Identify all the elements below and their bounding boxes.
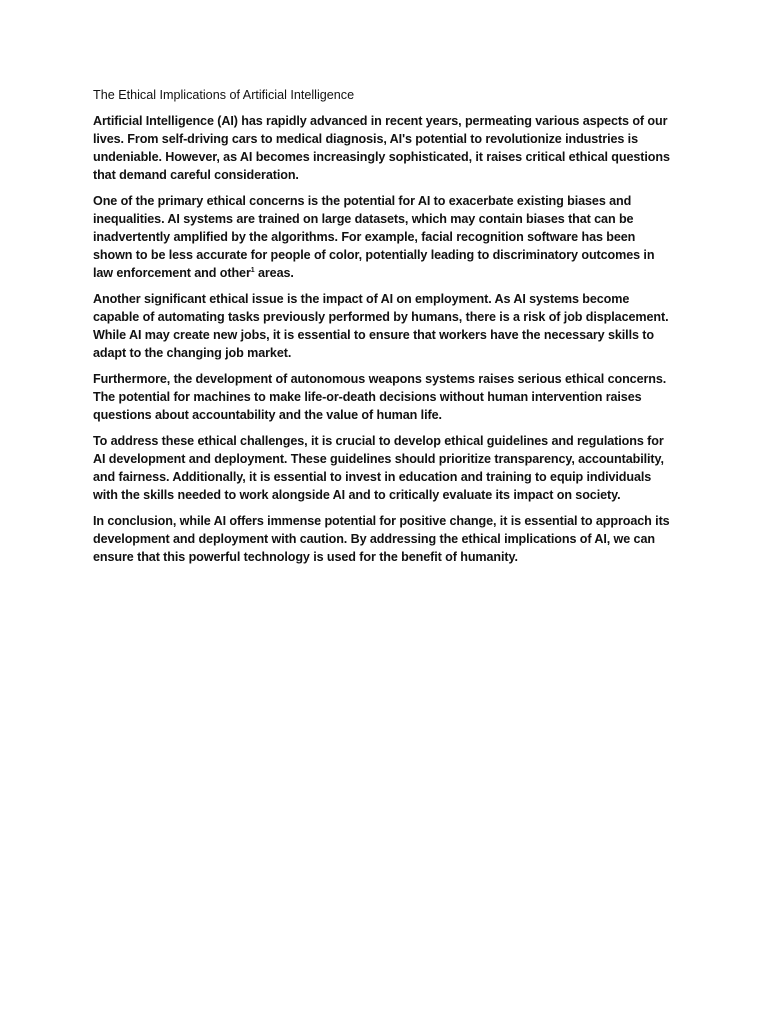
document-title: The Ethical Implications of Artificial Intelligence <box>93 88 355 102</box>
paragraph-employment: Another significant ethical issue is the impact of AI on employment. As AI systems become capable of automating tasks previously performed by humans, there is a risk of job displacement. While AI may create new jobs, it is essential to ensure that workers have the necessary skills to adapt to the changing job market. <box>93 292 669 360</box>
paragraph-bias <box>93 192 675 282</box>
paragraph-conclusion: In conclusion, while AI offers immense potential for positive change, it is essential to approach its development and deployment with caution. By addressing the ethical implications of AI, we can ensure that this powerful technology is used for the benefit of humanity. <box>93 514 670 564</box>
paragraph-introduction: Artificial Intelligence (AI) has rapidly advanced in recent years, permeating various aspects of our lives. From self-driving cars to medical diagnosis, AI's potential to revolutionize industries is undeniable. However, as AI becomes increasingly sophisticated, it raises critical ethical questions that demand careful consideration. <box>93 114 670 182</box>
paragraph-autonomous-weapons: Furthermore, the development of autonomous weapons systems raises serious ethical concerns. The potential for machines to make life-or-death decisions without human intervention raises questions about accountability and the value of human life. <box>93 372 667 422</box>
paragraph-bias-text-end: areas. <box>254 266 294 280</box>
footnote-marker[interactable]: 1 <box>250 266 255 274</box>
paragraph-guidelines: To address these ethical challenges, it is crucial to develop ethical guidelines and regulations for AI development and deployment. These guidelines should prioritize transparency, accountability, and fairness. Additionally, it is essential to invest in education and training to equip individuals with the skills needed to work alongside AI and to critically evaluate its impact on society. <box>93 434 664 502</box>
document-body <box>93 86 675 574</box>
paragraph-bias-text: One of the primary ethical concerns is the potential for AI to exacerbate existing biases and inequalities. AI systems are trained on large datasets, which may contain biases that can be inadvertently amplified by the algorithms. For example, facial recognition software has been shown to be less accurate for people of color, potentially leading to discriminatory outcomes in law enforcement and other <box>93 194 655 280</box>
